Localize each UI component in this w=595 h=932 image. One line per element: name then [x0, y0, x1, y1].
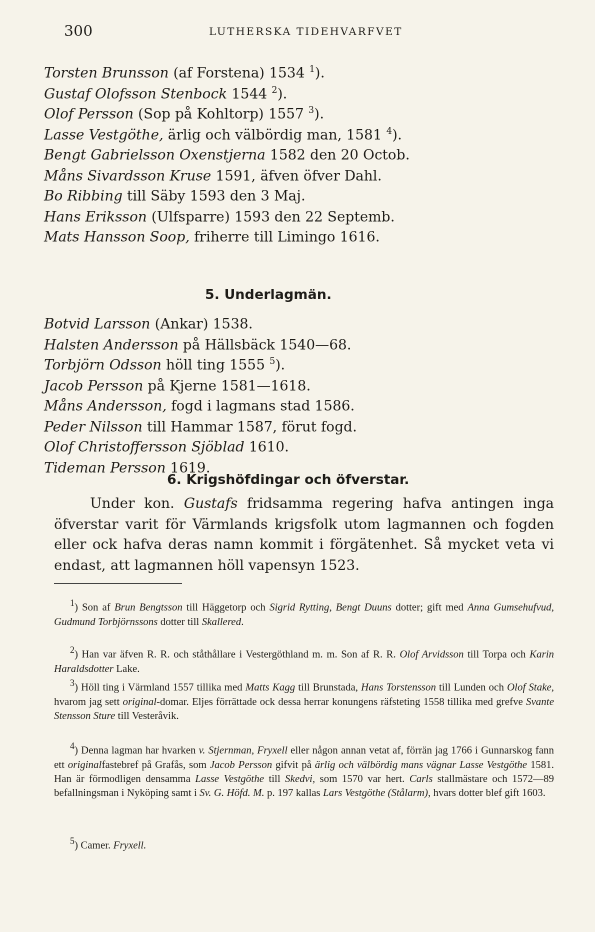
footnote-2: $^2$) Han var äfven R. R. och ståthållare i Vestergöthland m. m. Son af R. R. Olof Arvidsson till Torpa och Karin Haraldsdotter Lake. — [54, 645, 554, 675]
list-item: Torbjörn Odsson höll ting 1555 $^5$). — [44, 357, 286, 374]
list-item: Tideman Persson 1619. — [44, 460, 211, 477]
list-item: Peder Nilsson till Hammar 1587, förut fogd. — [44, 419, 357, 436]
list-item: Torsten Brunsson (af Forstena) 1534 $^1$). — [44, 65, 325, 82]
list-item: Lasse Vestgöthe, ärlig och välbördig man, 1581 $^4$). — [44, 126, 402, 144]
footnote-5: $^5$) Camer. Fryxell. — [70, 836, 147, 852]
list-item: Bengt Gabrielsson Oxenstjerna 1582 den 20 Octob. — [44, 147, 410, 164]
footnote-4: $^4$) Denna lagman har hvarken v. Stjernman, Fryxell eller någon annan vetat af, förrän jag 1766 i Gunnarskog fann ett originalfastebref på Grafås, som Jacob Persson gifvit på ärlig och välbördig mans vägnar Lasse Vestgöthe 1581. Han är förmodligen densamma Lasse Vestgöthe till Skedvi, som 1570 var hert. Carls stallmästare och 1572—89 befallningsman i Nyköping samt i Sv. G. Höfd. M. p. 197 kallas Lars Vestgöthe (Stålarm), hvars dotter blef gift 1603. — [54, 741, 555, 799]
page-number: 300 — [64, 22, 93, 40]
running-header — [54, 22, 554, 44]
list-item: Halsten Andersson på Hällsbäck 1540—68. — [44, 337, 352, 354]
footnote-1: $^1$) Son af Brun Bengtsson till Häggetorp och Sigrid Rytting, Bengt Duuns dotter; gift med Anna Gumsehufvud, Gudmund Torbjörnssons dotter till Skallered. — [54, 598, 554, 628]
footnote-rule — [54, 583, 182, 584]
footnote-3: $^3$) Höll ting i Värmland 1557 tillika med Matts Kagg till Brunstada, Hans Torstensson till Lunden och Olof Stake, hvarom jag sett original-domar. Eljes förrättade ock dessa herrar konungens räfsteting 1558 tillika med grefve Svante Stensson Sture till Vesteråvik. — [54, 678, 555, 722]
list-item: Olof Christoffersson Sjöblad 1610. — [44, 439, 289, 456]
list-item: Botvid Larsson (Ankar) 1538. — [44, 316, 253, 333]
list-item: Gustaf Olofsson Stenbock 1544 $^2$). — [44, 85, 288, 103]
list-item: Bo Ribbing till Säby 1593 den 3 Maj. — [44, 188, 306, 205]
list-item: Mats Hansson Soop, friherre till Limingo 1616. — [44, 229, 380, 246]
list-item: Jacob Persson på Kjerne 1581—1618. — [44, 378, 311, 395]
list-item: Måns Sivardsson Kruse 1591, äfven öfver Dahl. — [44, 168, 382, 185]
list-item: Måns Andersson, fogd i lagmans stad 1586. — [44, 398, 355, 415]
list-item: Olof Persson (Sop på Kohltorp) 1557 $^3$). — [44, 106, 325, 123]
section-heading-krigshofdingar: 6. Krigshöfdingar och öfverstar. — [167, 472, 410, 488]
list-item: Hans Eriksson (Ulfsparre) 1593 den 22 Septemb. — [44, 209, 395, 226]
body-paragraph: Under kon. Gustafs fridsamma regering hafva antingen inga öfverstar varit för Värmlands krigsfolk utom lagmannen och fogden eller ock hafva deras namn kommit i förgätenhet. Så mycket veta vi endast, att lagmannen höll vapensyn 1523. — [54, 496, 555, 574]
running-title: LUTHERSKA TIDEHVARFVET — [209, 26, 403, 38]
section-heading-underlagman: 5. Underlagmän. — [205, 287, 332, 303]
